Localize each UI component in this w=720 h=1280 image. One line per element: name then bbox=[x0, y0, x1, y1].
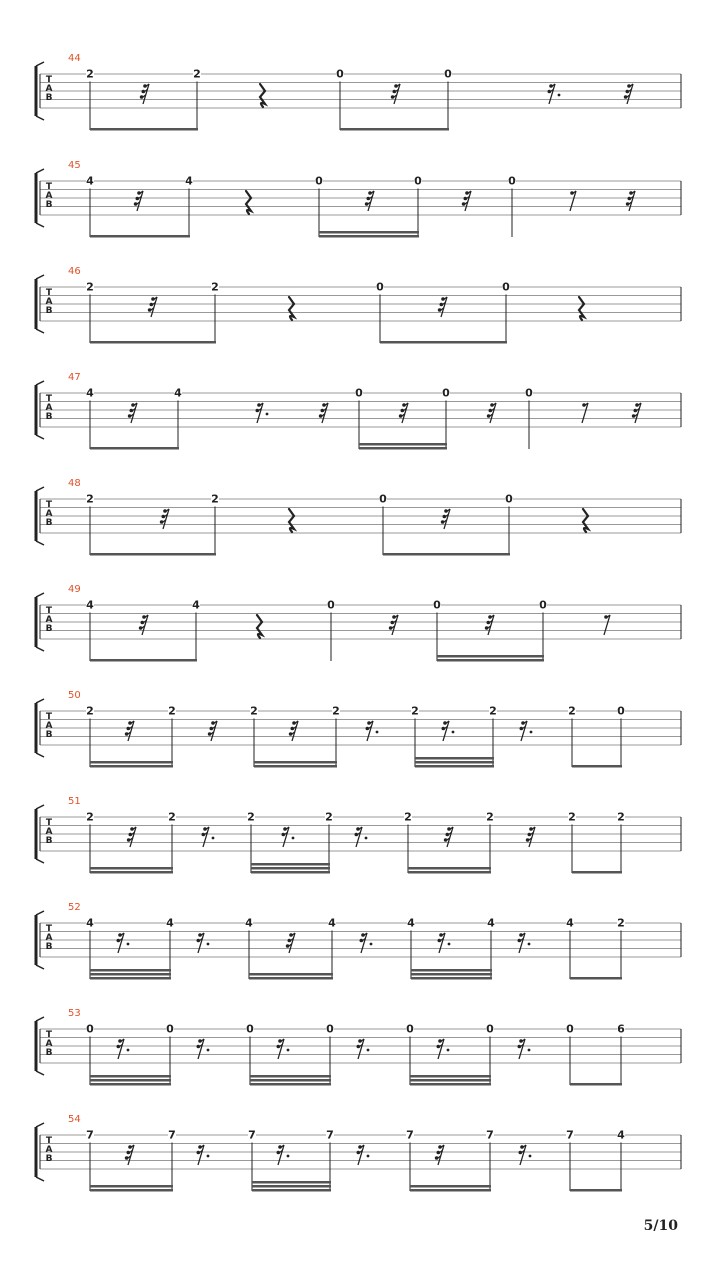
tab-clef-letter: B bbox=[45, 200, 53, 210]
rest-dotted-sixteenth bbox=[357, 1145, 370, 1165]
rest-quarter bbox=[289, 297, 294, 320]
fret-number: 2 bbox=[86, 280, 94, 294]
rest-dotted-sixteenth bbox=[438, 933, 451, 953]
tab-system bbox=[36, 902, 681, 980]
rest-dotted-sixteenth bbox=[197, 1039, 210, 1059]
fret-number: 2 bbox=[617, 916, 625, 930]
tab-clef-letter: A bbox=[45, 1145, 53, 1155]
fret-number: 0 bbox=[444, 67, 452, 81]
rest-thirty-second bbox=[365, 191, 374, 211]
rest-thirty-second bbox=[626, 191, 635, 211]
beam bbox=[90, 553, 216, 556]
fret-number: 4 bbox=[86, 174, 94, 188]
fret-number: 2 bbox=[568, 704, 576, 718]
fret-number: 0 bbox=[414, 174, 422, 188]
tab-system bbox=[36, 1008, 681, 1086]
tab-clef-letter: B bbox=[45, 1154, 53, 1164]
beam bbox=[410, 1185, 491, 1188]
tab-clef-letter: A bbox=[45, 297, 53, 307]
tab-clef-letter: T bbox=[45, 394, 53, 404]
rest-dotted-sixteenth bbox=[197, 1145, 210, 1165]
fret-number: 7 bbox=[326, 1128, 334, 1142]
rest-thirty-second bbox=[160, 509, 169, 529]
tab-system bbox=[36, 1114, 681, 1192]
beam bbox=[410, 1079, 491, 1082]
fret-number: 0 bbox=[502, 280, 510, 294]
fret-number: 0 bbox=[486, 1022, 494, 1036]
tab-system bbox=[36, 584, 681, 662]
fret-number: 2 bbox=[250, 704, 258, 718]
rest-thirty-second bbox=[399, 403, 408, 423]
fret-number: 0 bbox=[246, 1022, 254, 1036]
measure-number: 53 bbox=[68, 1008, 81, 1019]
rest-dotted-sixteenth bbox=[518, 1039, 531, 1059]
tab-system bbox=[36, 796, 681, 874]
beam bbox=[90, 765, 173, 768]
rest-quarter bbox=[579, 297, 584, 320]
fret-number: 2 bbox=[617, 810, 625, 824]
beam bbox=[251, 863, 330, 866]
beam bbox=[570, 1189, 622, 1192]
tab-clef-letter: B bbox=[45, 730, 53, 740]
fret-number: 7 bbox=[248, 1128, 256, 1142]
fret-number: 4 bbox=[174, 386, 182, 400]
rest-dotted-sixteenth bbox=[277, 1145, 290, 1165]
tab-system bbox=[36, 690, 681, 768]
fret-number: 2 bbox=[404, 810, 412, 824]
fret-number: 4 bbox=[487, 916, 495, 930]
fret-number: 2 bbox=[86, 704, 94, 718]
fret-number: 2 bbox=[411, 704, 419, 718]
rest-thirty-second bbox=[487, 403, 496, 423]
tab-clef-letter: T bbox=[45, 924, 53, 934]
measure-number: 50 bbox=[68, 690, 81, 701]
rest-thirty-second bbox=[139, 615, 148, 635]
beam bbox=[90, 235, 190, 238]
tab-clef-letter: B bbox=[45, 624, 53, 634]
tab-clef-letter: T bbox=[45, 606, 53, 616]
beam bbox=[319, 231, 419, 234]
fret-number: 2 bbox=[86, 810, 94, 824]
rest-thirty-second bbox=[526, 827, 535, 847]
rest-dotted-sixteenth bbox=[519, 1145, 532, 1165]
fret-number: 0 bbox=[617, 704, 625, 718]
tab-clef-letter: A bbox=[45, 84, 53, 94]
tab-system bbox=[36, 53, 681, 131]
beam bbox=[359, 447, 447, 450]
beam bbox=[90, 128, 198, 131]
fret-number: 0 bbox=[442, 386, 450, 400]
rest-quarter bbox=[260, 84, 265, 107]
rest-quarter bbox=[583, 509, 588, 532]
rest-dotted-sixteenth bbox=[518, 933, 531, 953]
tab-clef-letter: A bbox=[45, 721, 53, 731]
rest-eighth bbox=[570, 191, 576, 211]
beam bbox=[410, 1189, 491, 1192]
fret-number: 2 bbox=[247, 810, 255, 824]
tab-clef-letter: B bbox=[45, 412, 53, 422]
beam bbox=[249, 977, 333, 980]
fret-number: 0 bbox=[566, 1022, 574, 1036]
beam bbox=[250, 1083, 331, 1086]
fret-number: 7 bbox=[566, 1128, 574, 1142]
beam bbox=[252, 1185, 331, 1188]
beam bbox=[380, 341, 507, 344]
fret-number: 2 bbox=[211, 492, 219, 506]
beam bbox=[415, 757, 494, 760]
tab-clef-letter: T bbox=[45, 500, 53, 510]
fret-number: 7 bbox=[168, 1128, 176, 1142]
beam bbox=[252, 1181, 331, 1184]
rest-thirty-second bbox=[125, 721, 134, 741]
rest-thirty-second bbox=[624, 84, 633, 104]
tab-system bbox=[36, 478, 681, 556]
rest-dotted-sixteenth bbox=[277, 1039, 290, 1059]
beam bbox=[90, 1189, 173, 1192]
rest-thirty-second bbox=[389, 615, 398, 635]
rest-dotted-sixteenth bbox=[357, 1039, 370, 1059]
rest-dotted-sixteenth bbox=[255, 403, 268, 423]
fret-number: 2 bbox=[168, 704, 176, 718]
fret-number: 7 bbox=[486, 1128, 494, 1142]
fret-number: 0 bbox=[505, 492, 513, 506]
beam bbox=[572, 871, 622, 874]
rest-thirty-second bbox=[208, 721, 217, 741]
fret-number: 0 bbox=[433, 598, 441, 612]
beam bbox=[254, 765, 337, 768]
tab-clef-letter: T bbox=[45, 1030, 53, 1040]
fret-number: 0 bbox=[355, 386, 363, 400]
rest-dotted-sixteenth bbox=[117, 1039, 130, 1059]
beam bbox=[90, 969, 171, 972]
fret-number: 2 bbox=[211, 280, 219, 294]
beam bbox=[410, 1083, 491, 1086]
measure-number: 45 bbox=[68, 160, 81, 171]
beam bbox=[250, 1075, 331, 1078]
rest-thirty-second bbox=[319, 403, 328, 423]
beam bbox=[90, 659, 197, 662]
beam bbox=[359, 443, 447, 446]
fret-number: 6 bbox=[617, 1022, 625, 1036]
beam bbox=[415, 765, 494, 768]
fret-number: 0 bbox=[525, 386, 533, 400]
beam bbox=[383, 553, 510, 556]
fret-number: 2 bbox=[325, 810, 333, 824]
measure-number: 51 bbox=[68, 796, 81, 807]
beam bbox=[570, 977, 622, 980]
beam bbox=[437, 655, 544, 658]
tab-clef-letter: A bbox=[45, 827, 53, 837]
fret-number: 4 bbox=[566, 916, 574, 930]
beam bbox=[340, 128, 449, 131]
beam bbox=[411, 973, 492, 976]
rest-dotted-sixteenth bbox=[197, 933, 210, 953]
fret-number: 2 bbox=[486, 810, 494, 824]
fret-number: 4 bbox=[185, 174, 193, 188]
rest-thirty-second bbox=[441, 509, 450, 529]
measure-number: 49 bbox=[68, 584, 81, 595]
tab-system bbox=[36, 160, 681, 238]
beam bbox=[254, 761, 337, 764]
fret-number: 0 bbox=[327, 598, 335, 612]
beam bbox=[251, 871, 330, 874]
rest-thirty-second bbox=[462, 191, 471, 211]
rest-dotted-sixteenth bbox=[282, 827, 295, 847]
rest-dotted-sixteenth bbox=[437, 1039, 450, 1059]
rest-thirty-second bbox=[444, 827, 453, 847]
rest-thirty-second bbox=[148, 297, 157, 317]
tab-clef-letter: A bbox=[45, 615, 53, 625]
fret-number: 0 bbox=[326, 1022, 334, 1036]
rest-thirty-second bbox=[485, 615, 494, 635]
fret-number: 2 bbox=[193, 67, 201, 81]
fret-number: 4 bbox=[192, 598, 200, 612]
rest-thirty-second bbox=[134, 191, 143, 211]
fret-number: 2 bbox=[568, 810, 576, 824]
tab-clef-letter: A bbox=[45, 509, 53, 519]
rest-thirty-second bbox=[140, 84, 149, 104]
beam bbox=[90, 1075, 171, 1078]
fret-number: 2 bbox=[86, 67, 94, 81]
page-indicator: 5/10 bbox=[643, 1218, 678, 1234]
fret-number: 0 bbox=[166, 1022, 174, 1036]
measure-number: 48 bbox=[68, 478, 81, 489]
tab-clef-letter: T bbox=[45, 182, 53, 192]
measure-number: 54 bbox=[68, 1114, 81, 1125]
tab-clef-letter: B bbox=[45, 1048, 53, 1058]
fret-number: 4 bbox=[86, 598, 94, 612]
tab-clef-letter: T bbox=[45, 1136, 53, 1146]
tab-clef-letter: B bbox=[45, 93, 53, 103]
beam bbox=[408, 871, 491, 874]
fret-number: 4 bbox=[86, 386, 94, 400]
rest-thirty-second bbox=[128, 403, 137, 423]
beam bbox=[408, 867, 491, 870]
fret-number: 0 bbox=[376, 280, 384, 294]
rest-dotted-sixteenth bbox=[548, 84, 561, 104]
beam bbox=[90, 973, 171, 976]
beam bbox=[415, 761, 494, 764]
beam bbox=[572, 765, 622, 768]
beam bbox=[410, 1075, 491, 1078]
systems-layer bbox=[36, 53, 681, 1192]
tab-clef-letter: B bbox=[45, 836, 53, 846]
beam bbox=[249, 973, 333, 976]
tab-system bbox=[36, 372, 681, 450]
tab-clef-letter: T bbox=[45, 818, 53, 828]
fret-number: 2 bbox=[489, 704, 497, 718]
fret-number: 0 bbox=[379, 492, 387, 506]
tab-clef-letter: T bbox=[45, 712, 53, 722]
beam bbox=[252, 1189, 331, 1192]
rest-quarter bbox=[289, 509, 294, 532]
rest-thirty-second bbox=[438, 297, 447, 317]
beam bbox=[319, 235, 419, 238]
tab-clef-letter: T bbox=[45, 288, 53, 298]
fret-number: 0 bbox=[508, 174, 516, 188]
beam bbox=[90, 977, 171, 980]
fret-number: 7 bbox=[406, 1128, 414, 1142]
fret-number: 4 bbox=[328, 916, 336, 930]
beam bbox=[90, 871, 173, 874]
rest-dotted-sixteenth bbox=[360, 933, 373, 953]
measure-number: 46 bbox=[68, 266, 81, 277]
tab-clef-letter: A bbox=[45, 933, 53, 943]
fret-number: 2 bbox=[86, 492, 94, 506]
rest-thirty-second bbox=[125, 1145, 134, 1165]
measure-number: 44 bbox=[68, 53, 81, 64]
rest-thirty-second bbox=[391, 84, 400, 104]
tab-clef-letter: A bbox=[45, 403, 53, 413]
fret-number: 0 bbox=[336, 67, 344, 81]
fret-number: 2 bbox=[168, 810, 176, 824]
tab-clef-letter: A bbox=[45, 1039, 53, 1049]
beam bbox=[90, 447, 179, 450]
fret-number: 7 bbox=[86, 1128, 94, 1142]
rest-thirty-second bbox=[435, 1145, 444, 1165]
tab-clef-letter: B bbox=[45, 518, 53, 528]
rest-quarter bbox=[257, 615, 262, 638]
rest-dotted-sixteenth bbox=[355, 827, 368, 847]
fret-number: 4 bbox=[86, 916, 94, 930]
fret-number: 4 bbox=[245, 916, 253, 930]
beam bbox=[251, 867, 330, 870]
fret-number: 2 bbox=[332, 704, 340, 718]
tab-clef-letter: B bbox=[45, 306, 53, 316]
fret-number: 4 bbox=[166, 916, 174, 930]
beam bbox=[90, 1079, 171, 1082]
rest-eighth bbox=[582, 403, 588, 423]
rest-dotted-sixteenth bbox=[520, 721, 533, 741]
fret-number: 0 bbox=[86, 1022, 94, 1036]
beam bbox=[90, 1185, 173, 1188]
beam bbox=[90, 867, 173, 870]
beam bbox=[90, 761, 173, 764]
tab-system bbox=[36, 266, 681, 344]
rest-quarter bbox=[246, 191, 251, 214]
rest-eighth bbox=[604, 615, 610, 635]
beam bbox=[90, 341, 216, 344]
rest-dotted-sixteenth bbox=[442, 721, 455, 741]
tab-clef-letter: T bbox=[45, 75, 53, 85]
beam bbox=[411, 977, 492, 980]
fret-number: 0 bbox=[539, 598, 547, 612]
rest-thirty-second bbox=[127, 827, 136, 847]
tab-clef-letter: A bbox=[45, 191, 53, 201]
rest-dotted-sixteenth bbox=[202, 827, 215, 847]
tab-clef-letter: B bbox=[45, 942, 53, 952]
beam bbox=[250, 1079, 331, 1082]
fret-number: 0 bbox=[315, 174, 323, 188]
fret-number: 4 bbox=[617, 1128, 625, 1142]
measure-number: 47 bbox=[68, 372, 81, 383]
beam bbox=[90, 1083, 171, 1086]
beam bbox=[570, 1083, 622, 1086]
rest-thirty-second bbox=[289, 721, 298, 741]
beam bbox=[437, 659, 544, 662]
fret-number: 4 bbox=[407, 916, 415, 930]
fret-number: 0 bbox=[406, 1022, 414, 1036]
rest-thirty-second bbox=[632, 403, 641, 423]
measure-number: 52 bbox=[68, 902, 81, 913]
rest-dotted-sixteenth bbox=[366, 721, 379, 741]
rest-thirty-second bbox=[286, 933, 295, 953]
rest-dotted-sixteenth bbox=[117, 933, 130, 953]
beam bbox=[411, 969, 492, 972]
